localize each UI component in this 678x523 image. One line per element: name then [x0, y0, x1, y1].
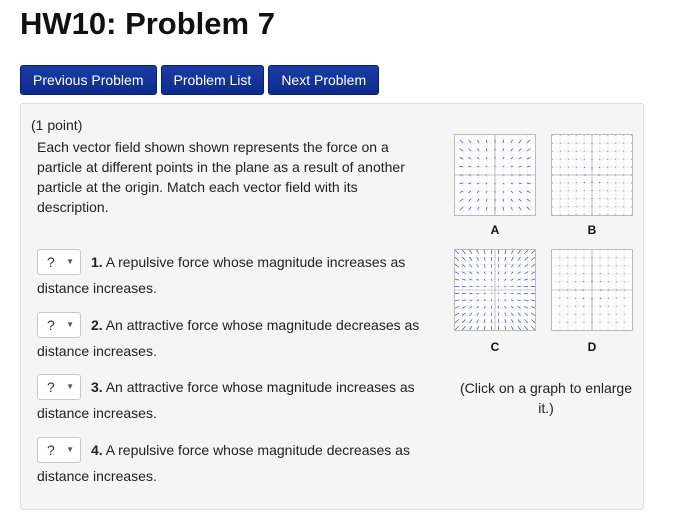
problem-container: [20, 103, 644, 510]
graph-label-b: B: [587, 223, 597, 237]
question-4: ? ▼ 4. A repulsive force whose magnitude decreases as distance increases.: [37, 437, 437, 487]
question-2: ? ▼ 2. An attractive force whose magnitude decreases as distance increases.: [37, 312, 437, 362]
question-3: ? ▼ 3. An attractive force whose magnitude increases as distance increases.: [37, 374, 437, 424]
graph-label-d: D: [587, 340, 597, 354]
graph-label-a: A: [490, 223, 500, 237]
chevron-down-icon: ▼: [66, 257, 74, 266]
next-problem-button[interactable]: Next Problem: [268, 65, 379, 95]
vector-field-graph-c[interactable]: [454, 249, 536, 331]
answer-select-3[interactable]: ? ▼: [37, 374, 81, 400]
vector-field-graph-d[interactable]: [551, 249, 633, 331]
graph-label-c: C: [490, 340, 500, 354]
answer-select-2[interactable]: ? ▼: [37, 312, 81, 338]
answer-select-4[interactable]: ? ▼: [37, 437, 81, 463]
problem-intro: Each vector field shown shown represents the force on a particle at different points in the plane as a result of another particle at the origin. Match each vector field with its description.: [37, 139, 405, 215]
vector-field-graph-b[interactable]: [551, 134, 633, 216]
chevron-down-icon: ▼: [66, 445, 74, 454]
vector-field-graph-a[interactable]: [454, 134, 536, 216]
vector-field-b-plot: [552, 135, 632, 215]
chevron-down-icon: ▼: [66, 320, 74, 329]
points-label: (1 point): [31, 117, 83, 133]
vector-field-a-plot: [455, 135, 535, 215]
vector-field-d-plot: [552, 250, 632, 330]
answer-select-1[interactable]: ? ▼: [37, 249, 81, 275]
page-title: HW10: Problem 7: [20, 6, 275, 41]
vector-field-c-plot: [455, 250, 535, 330]
enlarge-note: (Click on a graph to enlarge it.): [460, 380, 632, 416]
question-1: ? ▼ 1. A repulsive force whose magnitude increases as distance increases.: [37, 249, 437, 299]
problem-list-button[interactable]: Problem List: [161, 65, 265, 95]
problem-nav: [20, 65, 379, 95]
chevron-down-icon: ▼: [66, 382, 74, 391]
previous-problem-button[interactable]: Previous Problem: [20, 65, 157, 95]
